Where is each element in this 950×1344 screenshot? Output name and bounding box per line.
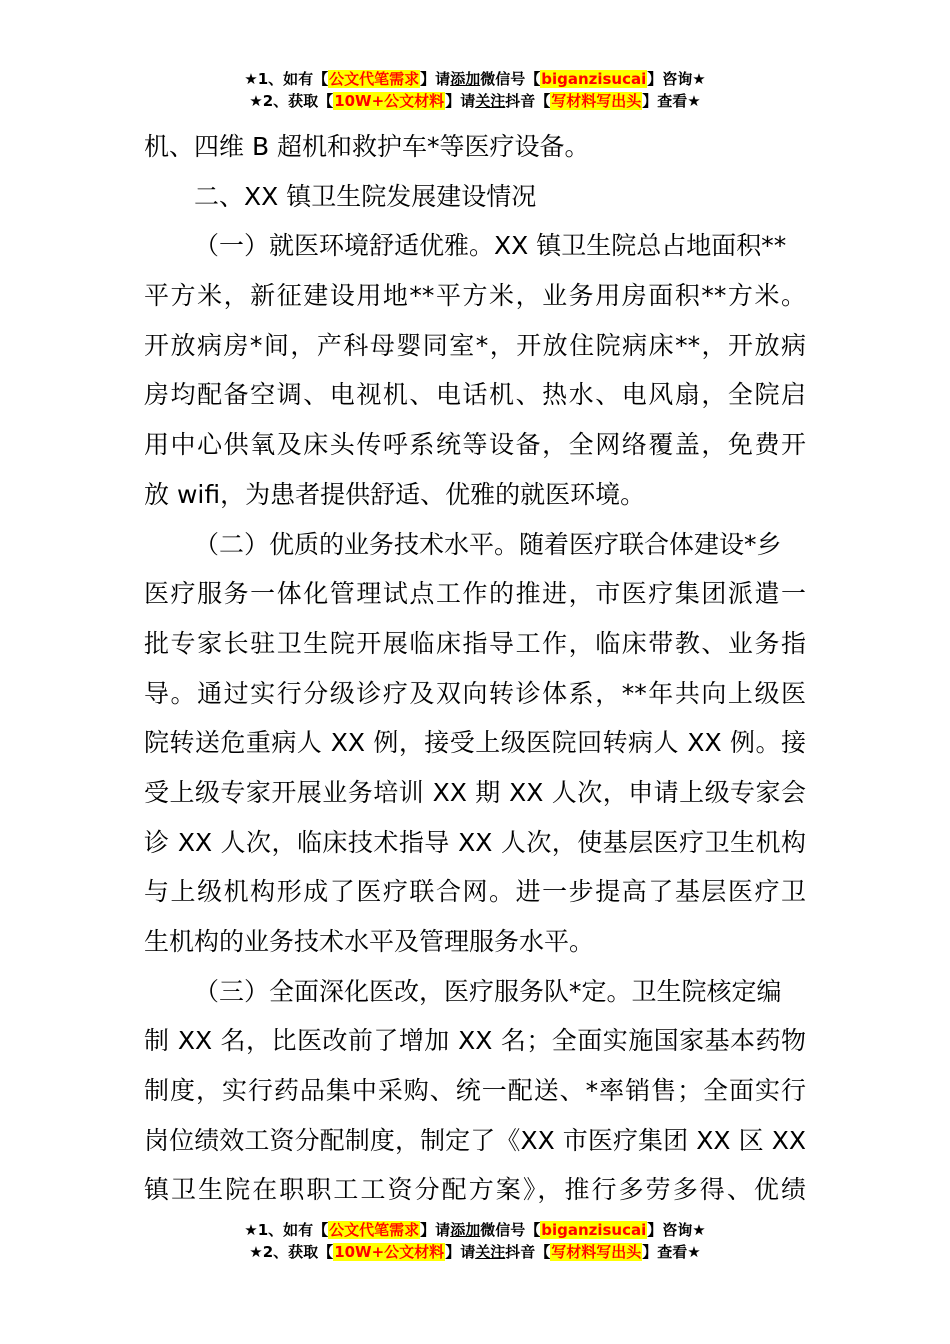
text-line: 制度，实行药品集中采购、统一配送、*率销售；全面实行 (144, 1076, 806, 1106)
highlight-service: 公文代笔需求 (329, 1221, 420, 1239)
section-heading: 二、XX 镇卫生院发展建设情况 (194, 181, 537, 211)
text-line: 放 wifi，为患者提供舒适、优雅的就医环境。 (144, 479, 646, 509)
text-line: 批专家长驻卫生院开展临床指导工作，临床带教、业务指 (144, 628, 806, 658)
banner-line-1: ★1、如有【公文代笔需求】请添加微信号【biganzisucai】咨询★ (244, 1221, 706, 1239)
text-line: 镇卫生院在职职工工资分配方案》，推行多劳多得、优绩 (144, 1175, 806, 1205)
text-line: 房均配备空调、电视机、电话机、热水、电风扇，全院启 (144, 380, 806, 410)
paragraph-start: （二）优质的业务技术水平。随着医疗联合体建设*乡 (194, 529, 782, 559)
footer-banner (0, 1219, 950, 1263)
text-line: 制 XX 名，比医改前了增加 XX 名；全面实施国家基本药物 (144, 1026, 806, 1056)
banner-line-2: ★2、获取【10W+公文材料】请关注抖音【写材料写出头】查看★ (249, 1243, 701, 1261)
text-line: 院转送危重病人 XX 例，接受上级医院回转病人 XX 例。接 (144, 728, 806, 758)
banner-line-2: ★2、获取【10W+公文材料】请关注抖音【写材料写出头】查看★ (249, 92, 701, 110)
text-line: 机、四维 B 超机和救护车*等医疗设备。 (144, 132, 590, 161)
highlight-materials: 10W+公文材料 (334, 92, 445, 110)
text-line: 平方米，新征建设用地**平方米，业务用房面积**方米。 (144, 281, 806, 311)
highlight-service: 公文代笔需求 (329, 70, 420, 88)
paragraph-start: （一）就医环境舒适优雅。XX 镇卫生院总占地面积** (194, 231, 787, 261)
text-line: 诊 XX 人次，临床技术指导 XX 人次，使基层医疗卫生机构 (144, 827, 806, 857)
paragraph-start: （三）全面深化医改，医疗服务队*定。卫生院核定编 (194, 976, 782, 1006)
text-line: 用中心供氧及床头传呼系统等设备，全网络覆盖，免费开 (144, 430, 806, 460)
header-banner (0, 68, 950, 112)
document-body (144, 122, 814, 1215)
text-line: 岗位绩效工资分配制度，制定了《XX 市医疗集团 XX 区 XX (144, 1125, 806, 1155)
highlight-materials: 10W+公文材料 (334, 1243, 445, 1261)
text-line: 与上级机构形成了医疗联合网。进一步提高了基层医疗卫 (144, 877, 806, 907)
highlight-douyin: 写材料写出头 (551, 92, 642, 110)
highlight-wechat-id: biganzisucai (541, 1221, 647, 1239)
banner-line-1: ★1、如有【公文代笔需求】请添加微信号【biganzisucai】咨询★ (244, 70, 706, 88)
text-line: 医疗服务一体化管理试点工作的推进，市医疗集团派遣一 (144, 579, 806, 609)
text-line: 受上级专家开展业务培训 XX 期 XX 人次，申请上级专家会 (144, 777, 806, 807)
highlight-wechat-id: biganzisucai (541, 70, 647, 88)
text-line: 导。通过实行分级诊疗及双向转诊体系，**年共向上级医 (144, 678, 806, 708)
text-line: 生机构的业务技术水平及管理服务水平。 (144, 927, 595, 956)
highlight-douyin: 写材料写出头 (551, 1243, 642, 1261)
text-line: 开放病房*间，产科母婴同室*，开放住院病床**，开放病 (144, 330, 806, 360)
